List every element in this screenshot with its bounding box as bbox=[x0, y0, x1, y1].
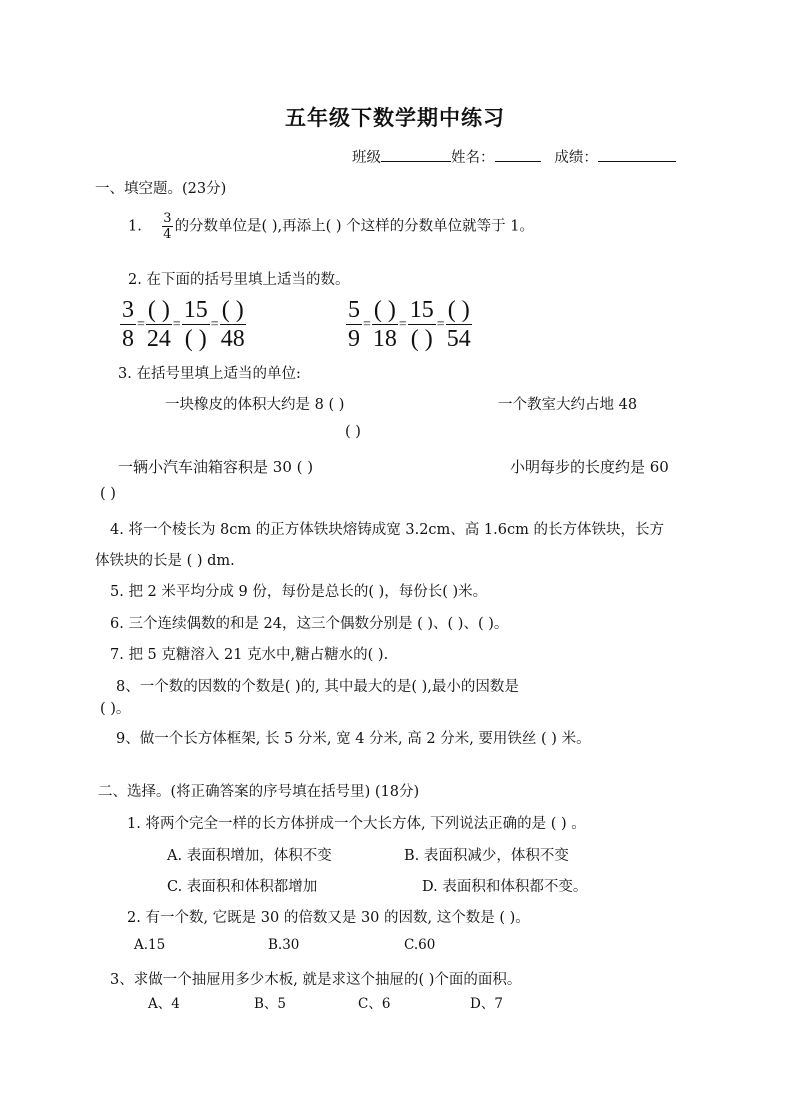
s1-q3-line-4: ( ) bbox=[100, 486, 116, 502]
numerator: 5 bbox=[348, 297, 360, 323]
denominator: 24 bbox=[146, 326, 171, 352]
denominator: 18 bbox=[372, 326, 397, 352]
denominator: 54 bbox=[446, 326, 471, 352]
fraction bbox=[446, 298, 472, 351]
equals-sign: = bbox=[363, 316, 371, 332]
denominator-blank[interactable]: ( ) bbox=[184, 326, 207, 352]
s2-question-2: 2. 有一个数, 它既是 30 的倍数又是 30 的因数, 这个数是 ( )。 bbox=[127, 910, 530, 926]
numerator: 3 bbox=[122, 297, 134, 323]
s1-q1-text: 的分数单位是( ),再添上( ) 个这样的分数单位就等于 1。 bbox=[174, 218, 534, 235]
denominator: 9 bbox=[348, 326, 360, 352]
s1-question-7: 7. 把 5 克糖溶入 21 克水中,糖占糖水的( ). bbox=[110, 647, 389, 663]
name-blank[interactable] bbox=[495, 147, 541, 162]
numerator: 15 bbox=[183, 297, 208, 323]
numerator-blank[interactable]: ( ) bbox=[221, 297, 244, 323]
s1-q3-line-2: ( ) bbox=[345, 424, 361, 440]
fraction bbox=[182, 298, 210, 351]
s2-q3-option-b[interactable]: B、5 bbox=[254, 996, 287, 1012]
s2-q1-option-a[interactable]: A. 表面积增加，体积不变 bbox=[167, 848, 332, 864]
s1-question-5: 5. 把 2 米平均分成 9 份，每份是总长的( )，每份长( )米。 bbox=[110, 584, 488, 600]
s2-q3-option-a[interactable]: A、4 bbox=[148, 996, 180, 1012]
fraction bbox=[220, 298, 246, 351]
denominator: 48 bbox=[220, 326, 245, 352]
s2-q2-option-a[interactable]: A.15 bbox=[134, 937, 166, 953]
equals-sign: = bbox=[398, 316, 407, 332]
fraction bbox=[146, 298, 172, 351]
s1-q3-line-3b: 小明每步的长度约是 60 bbox=[510, 458, 669, 476]
numerator-blank[interactable]: ( ) bbox=[147, 297, 170, 323]
s1-q3-line-1a: 一块橡皮的体积大约是 8 ( ) bbox=[165, 397, 345, 413]
s1-question-1 bbox=[128, 212, 534, 241]
equals-sign: = bbox=[172, 316, 181, 332]
s2-question-1: 1. 将两个完全一样的长方体拼成一个大长方体, 下列说法正确的是 ( ) 。 bbox=[127, 816, 586, 832]
s2-q1-option-d[interactable]: D. 表面积和体积都不变。 bbox=[422, 879, 588, 895]
equals-sign: = bbox=[210, 316, 219, 332]
s1-question-9: 9、做一个长方体框架, 长 5 分米, 宽 4 分米, 高 2 分米, 要用铁丝 ( ) 米。 bbox=[116, 731, 591, 747]
s1-question-4-line-2: 体铁块的长是 ( ) dm. bbox=[95, 553, 235, 569]
student-info-header bbox=[352, 146, 676, 167]
s2-question-3: 3、求做一个抽屉用多少木板, 就是求这个抽屉的( )个面的面积。 bbox=[110, 972, 522, 988]
s1-question-2: 2. 在下面的括号里填上适当的数。 bbox=[128, 272, 350, 288]
s1-q1-number: 1. bbox=[128, 218, 142, 235]
s2-q3-option-d[interactable]: D、7 bbox=[470, 996, 503, 1012]
numerator-blank[interactable]: ( ) bbox=[373, 297, 396, 323]
s2-q1-option-c[interactable]: C. 表面积和体积都增加 bbox=[167, 879, 318, 895]
denominator: 8 bbox=[122, 326, 134, 352]
s1-q3-line-1b: 一个教室大约占地 48 bbox=[498, 397, 638, 413]
s1-question-8-line-1: 8、一个数的因数的个数是( )的, 其中最大的是( ),最小的因数是 bbox=[116, 679, 519, 695]
fraction bbox=[346, 298, 362, 351]
s1-question-3: 3. 在括号里填上适当的单位: bbox=[118, 366, 301, 382]
s1-q3-line-3a: 一辆小汽车油箱容积是 30 ( ) bbox=[118, 458, 314, 476]
equals-sign: = bbox=[436, 316, 445, 332]
score-blank[interactable] bbox=[598, 147, 676, 162]
equals-sign: = bbox=[137, 316, 145, 332]
denominator-blank[interactable]: ( ) bbox=[410, 326, 433, 352]
s1-q2-equation-row-2 bbox=[346, 298, 472, 351]
s1-q1-frac-num: 3 bbox=[163, 211, 172, 226]
s1-q1-fraction bbox=[162, 212, 172, 241]
s1-question-8-line-2: ( )。 bbox=[100, 701, 131, 717]
s1-question-4-line-1: 4. 将一个棱长为 8cm 的正方体铁块熔铸成宽 3.2cm、高 1.6cm 的长方体铁块，长方 bbox=[110, 522, 664, 538]
class-blank[interactable] bbox=[381, 147, 451, 162]
numerator: 15 bbox=[409, 297, 434, 323]
fraction bbox=[372, 298, 398, 351]
section1-heading: 一、填空题。(23分) bbox=[95, 181, 227, 197]
class-label: 班级 bbox=[352, 150, 381, 166]
fraction bbox=[408, 298, 436, 351]
s1-q1-frac-den: 4 bbox=[163, 227, 172, 242]
page-title: 五年级下数学期中练习 bbox=[285, 105, 505, 130]
name-label: 姓名： bbox=[451, 150, 495, 166]
s2-q3-option-c[interactable]: C、6 bbox=[358, 996, 391, 1012]
score-label: 成绩： bbox=[554, 150, 598, 166]
s1-question-6: 6. 三个连续偶数的和是 24，这三个偶数分别是 ( )、( )、( )。 bbox=[110, 616, 509, 632]
s2-q2-option-c[interactable]: C.60 bbox=[404, 937, 436, 953]
fraction bbox=[120, 298, 136, 351]
s1-q2-equation-row-1 bbox=[120, 298, 246, 351]
section2-heading: 二、选择。(将正确答案的序号填在括号里) (18分) bbox=[98, 784, 420, 800]
s2-q2-option-b[interactable]: B.30 bbox=[268, 937, 300, 953]
numerator-blank[interactable]: ( ) bbox=[447, 297, 470, 323]
s2-q1-option-b[interactable]: B. 表面积减少，体积不变 bbox=[404, 848, 569, 864]
